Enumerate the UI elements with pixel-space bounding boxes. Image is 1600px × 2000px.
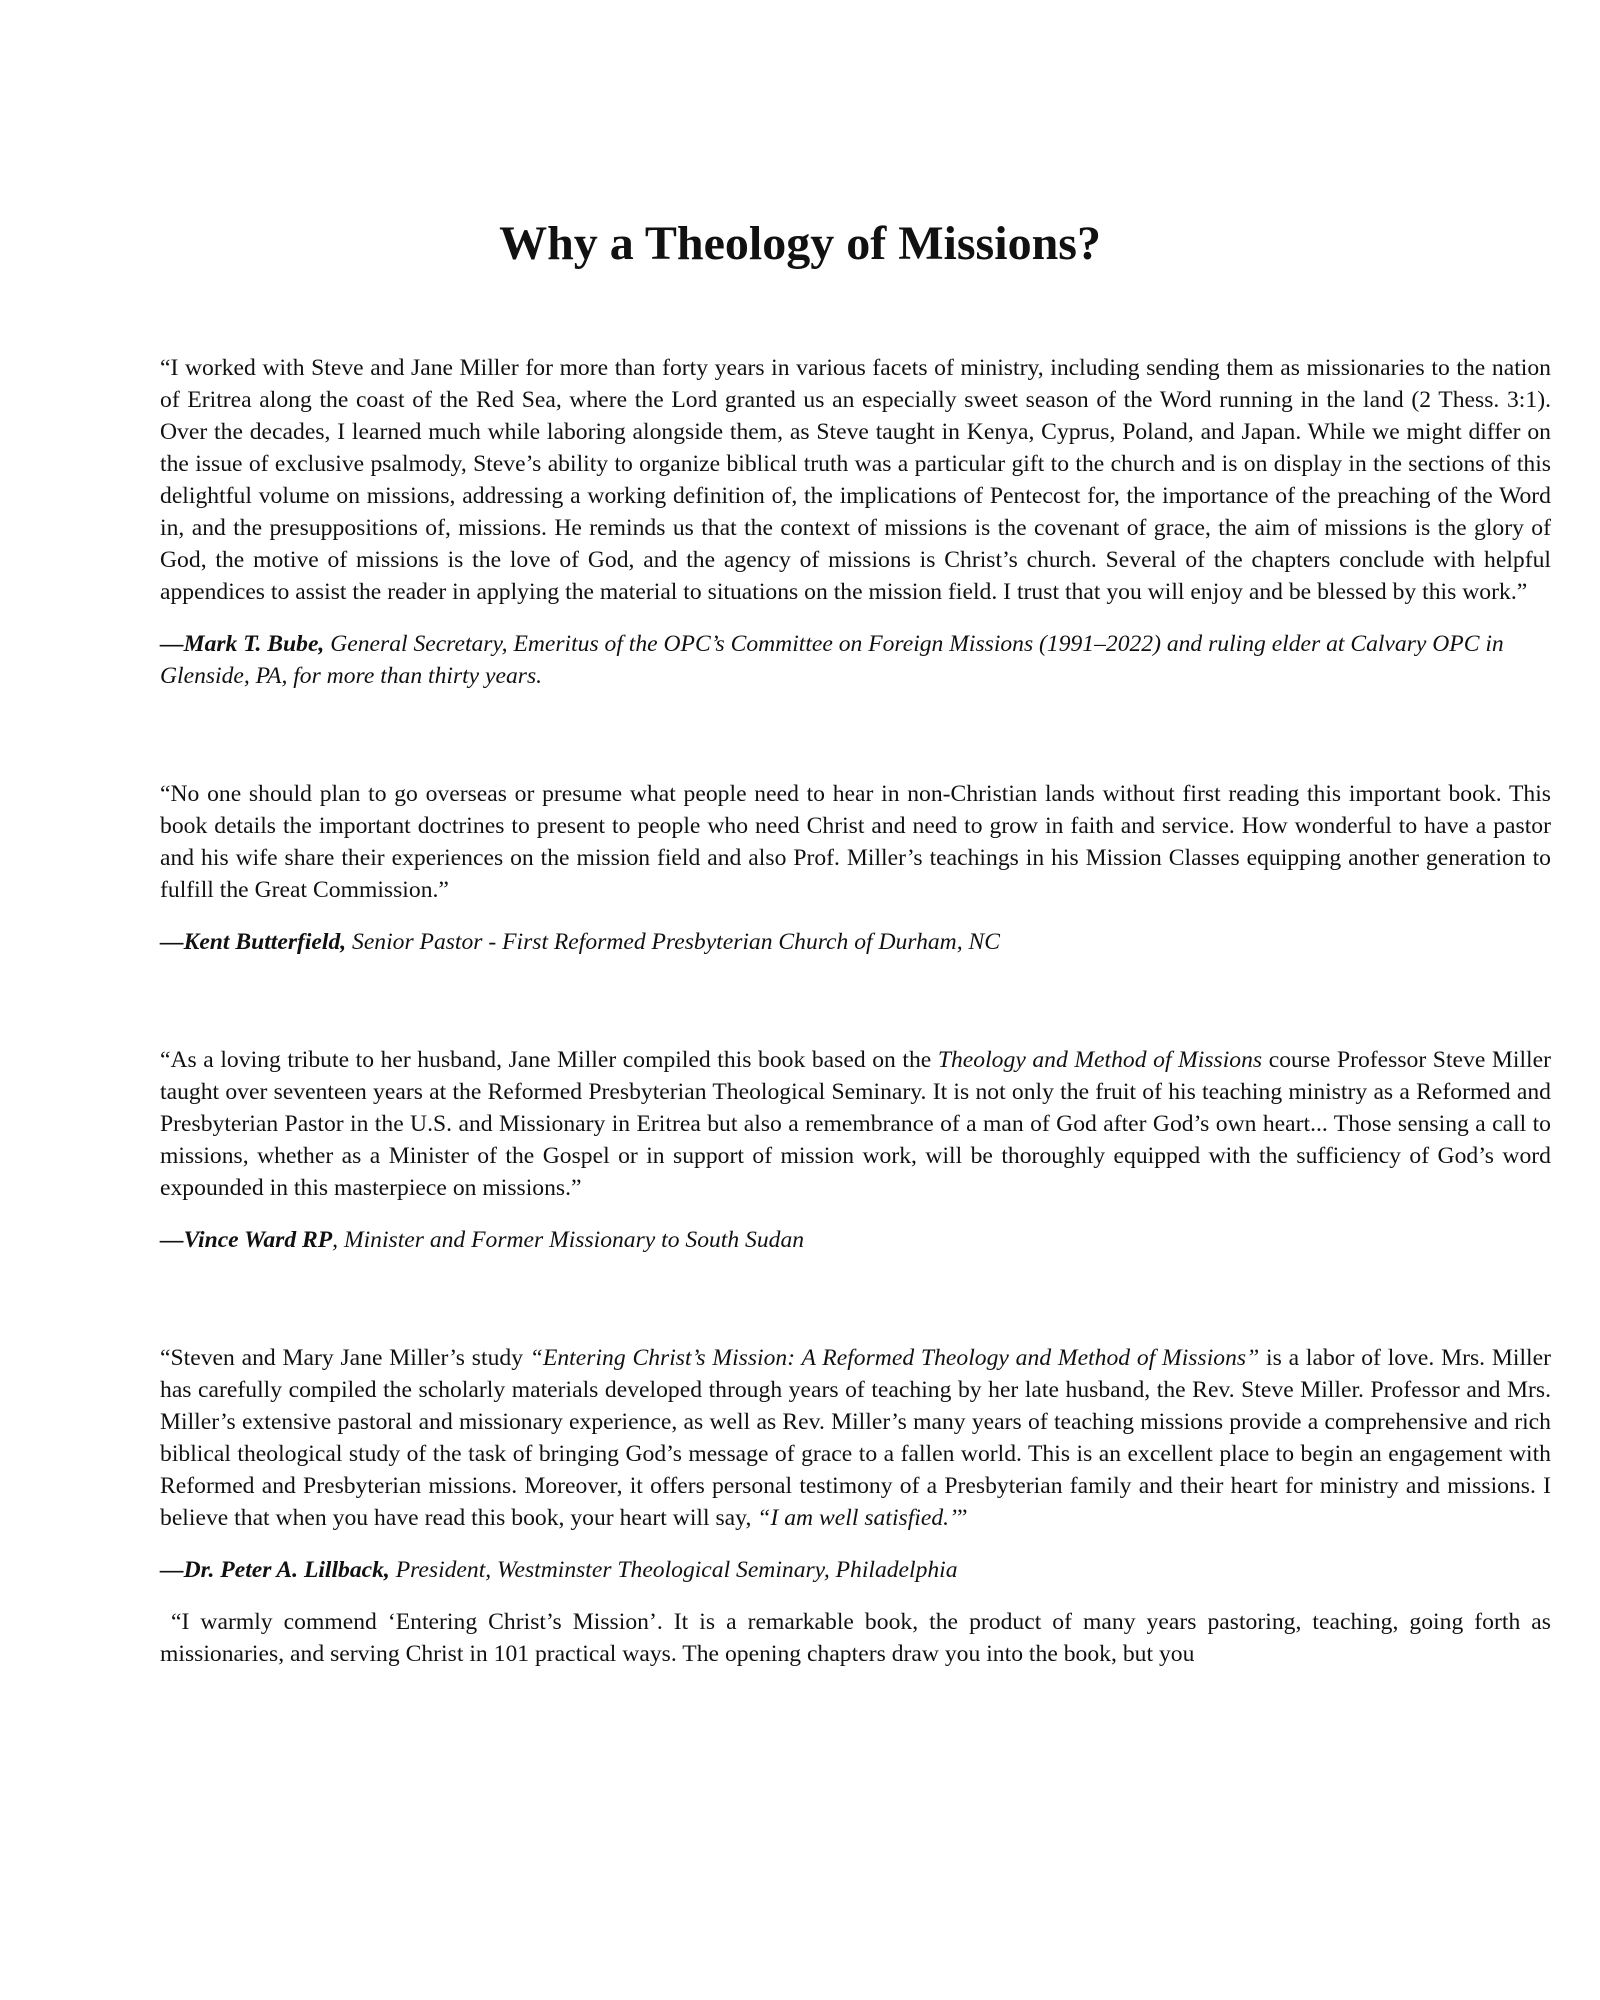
endorsement-attribution-lillback	[160, 1554, 1551, 1586]
spacer	[160, 692, 1551, 778]
quote-text: course Professor Steve Miller taught over seventeen years at the Reformed Presbyterian Theological Seminary. It is not only the fruit of his teaching ministry as a Reformed and Presbyterian Pastor in the U.S. and Missionary in Eritrea but also a remembrance of a man of God after God’s own heart... Those sensing a call to missions, whether as a Minister of the Gospel or in support of mission work, will be thoroughly equipped with the sufficiency of God’s word expounded in this masterpiece on missions.”	[160, 1047, 1551, 1201]
endorsement-quote-bube: “I worked with Steve and Jane Miller for more than forty years in various facets of ministry, including sending them as missionaries to the nation of Eritrea along the coast of the Red Sea, where the Lord granted us an especially sweet season of the Word running in the land (2 Thess. 3:1). Over the decades, I learned much while laboring alongside them, as Steve taught in Kenya, Cyprus, Poland, and Japan. While we might differ on the issue of exclusive psalmody, Steve’s ability to organize biblical truth was a particular gift to the church and is on display in the sections of this delightful volume on missions, addressing a working definition of, the implications of Pentecost for, the importance of the preaching of the Word in, and the presuppositions of, missions. He reminds us that the context of missions is the covenant of grace, the aim of missions is the glory of God, the motive of missions is the love of God, and the agency of missions is Christ’s church. Several of the chapters conclude with helpful appendices to assist the reader in applying the material to situations on the mission field. I trust that you will enjoy and be blessed by this work.”	[160, 355, 1551, 605]
endorsements	[160, 352, 1557, 1670]
endorser-name: —Dr. Peter A. Lillback,	[160, 1557, 390, 1583]
endorser-role: President, Westminster Theological Seminary, Philadelphia	[389, 1557, 958, 1583]
quote-emphasis: “I am well satisfied.’	[757, 1505, 957, 1531]
endorsement-attribution-butterfield	[160, 926, 1551, 958]
endorser-role: Senior Pastor - First Reformed Presbyterian Church of Durham, NC	[346, 929, 1000, 955]
quote-text: “Steven and Mary Jane Miller’s study	[160, 1345, 530, 1371]
quote-text: ”	[956, 1505, 968, 1531]
endorser-name: —Kent Butterfield,	[160, 929, 347, 955]
book-title: “Entering Christ’s Mission: A Reformed Theology and Method of Missions”	[529, 1345, 1260, 1371]
spacer	[160, 1586, 1551, 1606]
endorser-name: —Vince Ward RP	[160, 1227, 333, 1253]
endorser-role: General Secretary, Emeritus of the OPC’s Committee on Foreign Missions (1991–2022) and ruling elder at Calvary OPC in Glenside, PA, for more than thirty years.	[160, 631, 1504, 689]
spacer	[160, 1256, 1551, 1342]
endorsement-quote-ward	[160, 1044, 1551, 1204]
endorsement-attribution-bube	[160, 628, 1551, 692]
course-title: Theology and Method of Missions	[937, 1047, 1263, 1073]
endorsement-attribution-ward	[160, 1224, 1551, 1256]
quote-text: “As a loving tribute to her husband, Jane Miller compiled this book based on the	[160, 1047, 938, 1073]
endorser-name: —Mark T. Bube,	[160, 631, 325, 657]
quote-text: is a labor of love. Mrs. Miller has carefully compiled the scholarly materials developed through years of teaching by her late husband, the Rev. Steve Miller. Professor and Mrs. Miller’s extensive pastoral and missionary experience, as well as Rev. Miller’s many years of teaching missions provide a comprehensive and rich biblical theological study of the task of bringing God’s message of grace to a fallen world. This is an excellent place to begin an engagement with Reformed and Presbyterian missions. Moreover, it offers personal testimony of a Presbyterian family and their heart for ministry and missions. I believe that when you have read this book, your heart will say,	[160, 1345, 1551, 1531]
endorsement-quote-butterfield: “No one should plan to go overseas or presume what people need to hear in non-Christian lands without first reading this important book. This book details the important doctrines to present to people who need Christ and need to grow in faith and service. How wonderful to have a pastor and his wife share their experiences on the mission field and also Prof. Miller’s teachings in his Mission Classes equipping another generation to fulfill the Great Commission.”	[160, 781, 1551, 903]
endorser-role: , Minister and Former Missionary to South Sudan	[332, 1227, 805, 1253]
endorsement-quote-final: “I warmly commend ‘Entering Christ’s Mission’. It is a remarkable book, the product of many years pastoring, teaching, going forth as missionaries, and serving Christ in 101 practical ways. The opening chapters draw you into the book, but you	[160, 1609, 1557, 1667]
spacer	[160, 958, 1551, 1044]
endorsement-quote-lillback	[160, 1342, 1551, 1534]
page-title: Why a Theology of Missions?	[499, 217, 1101, 270]
